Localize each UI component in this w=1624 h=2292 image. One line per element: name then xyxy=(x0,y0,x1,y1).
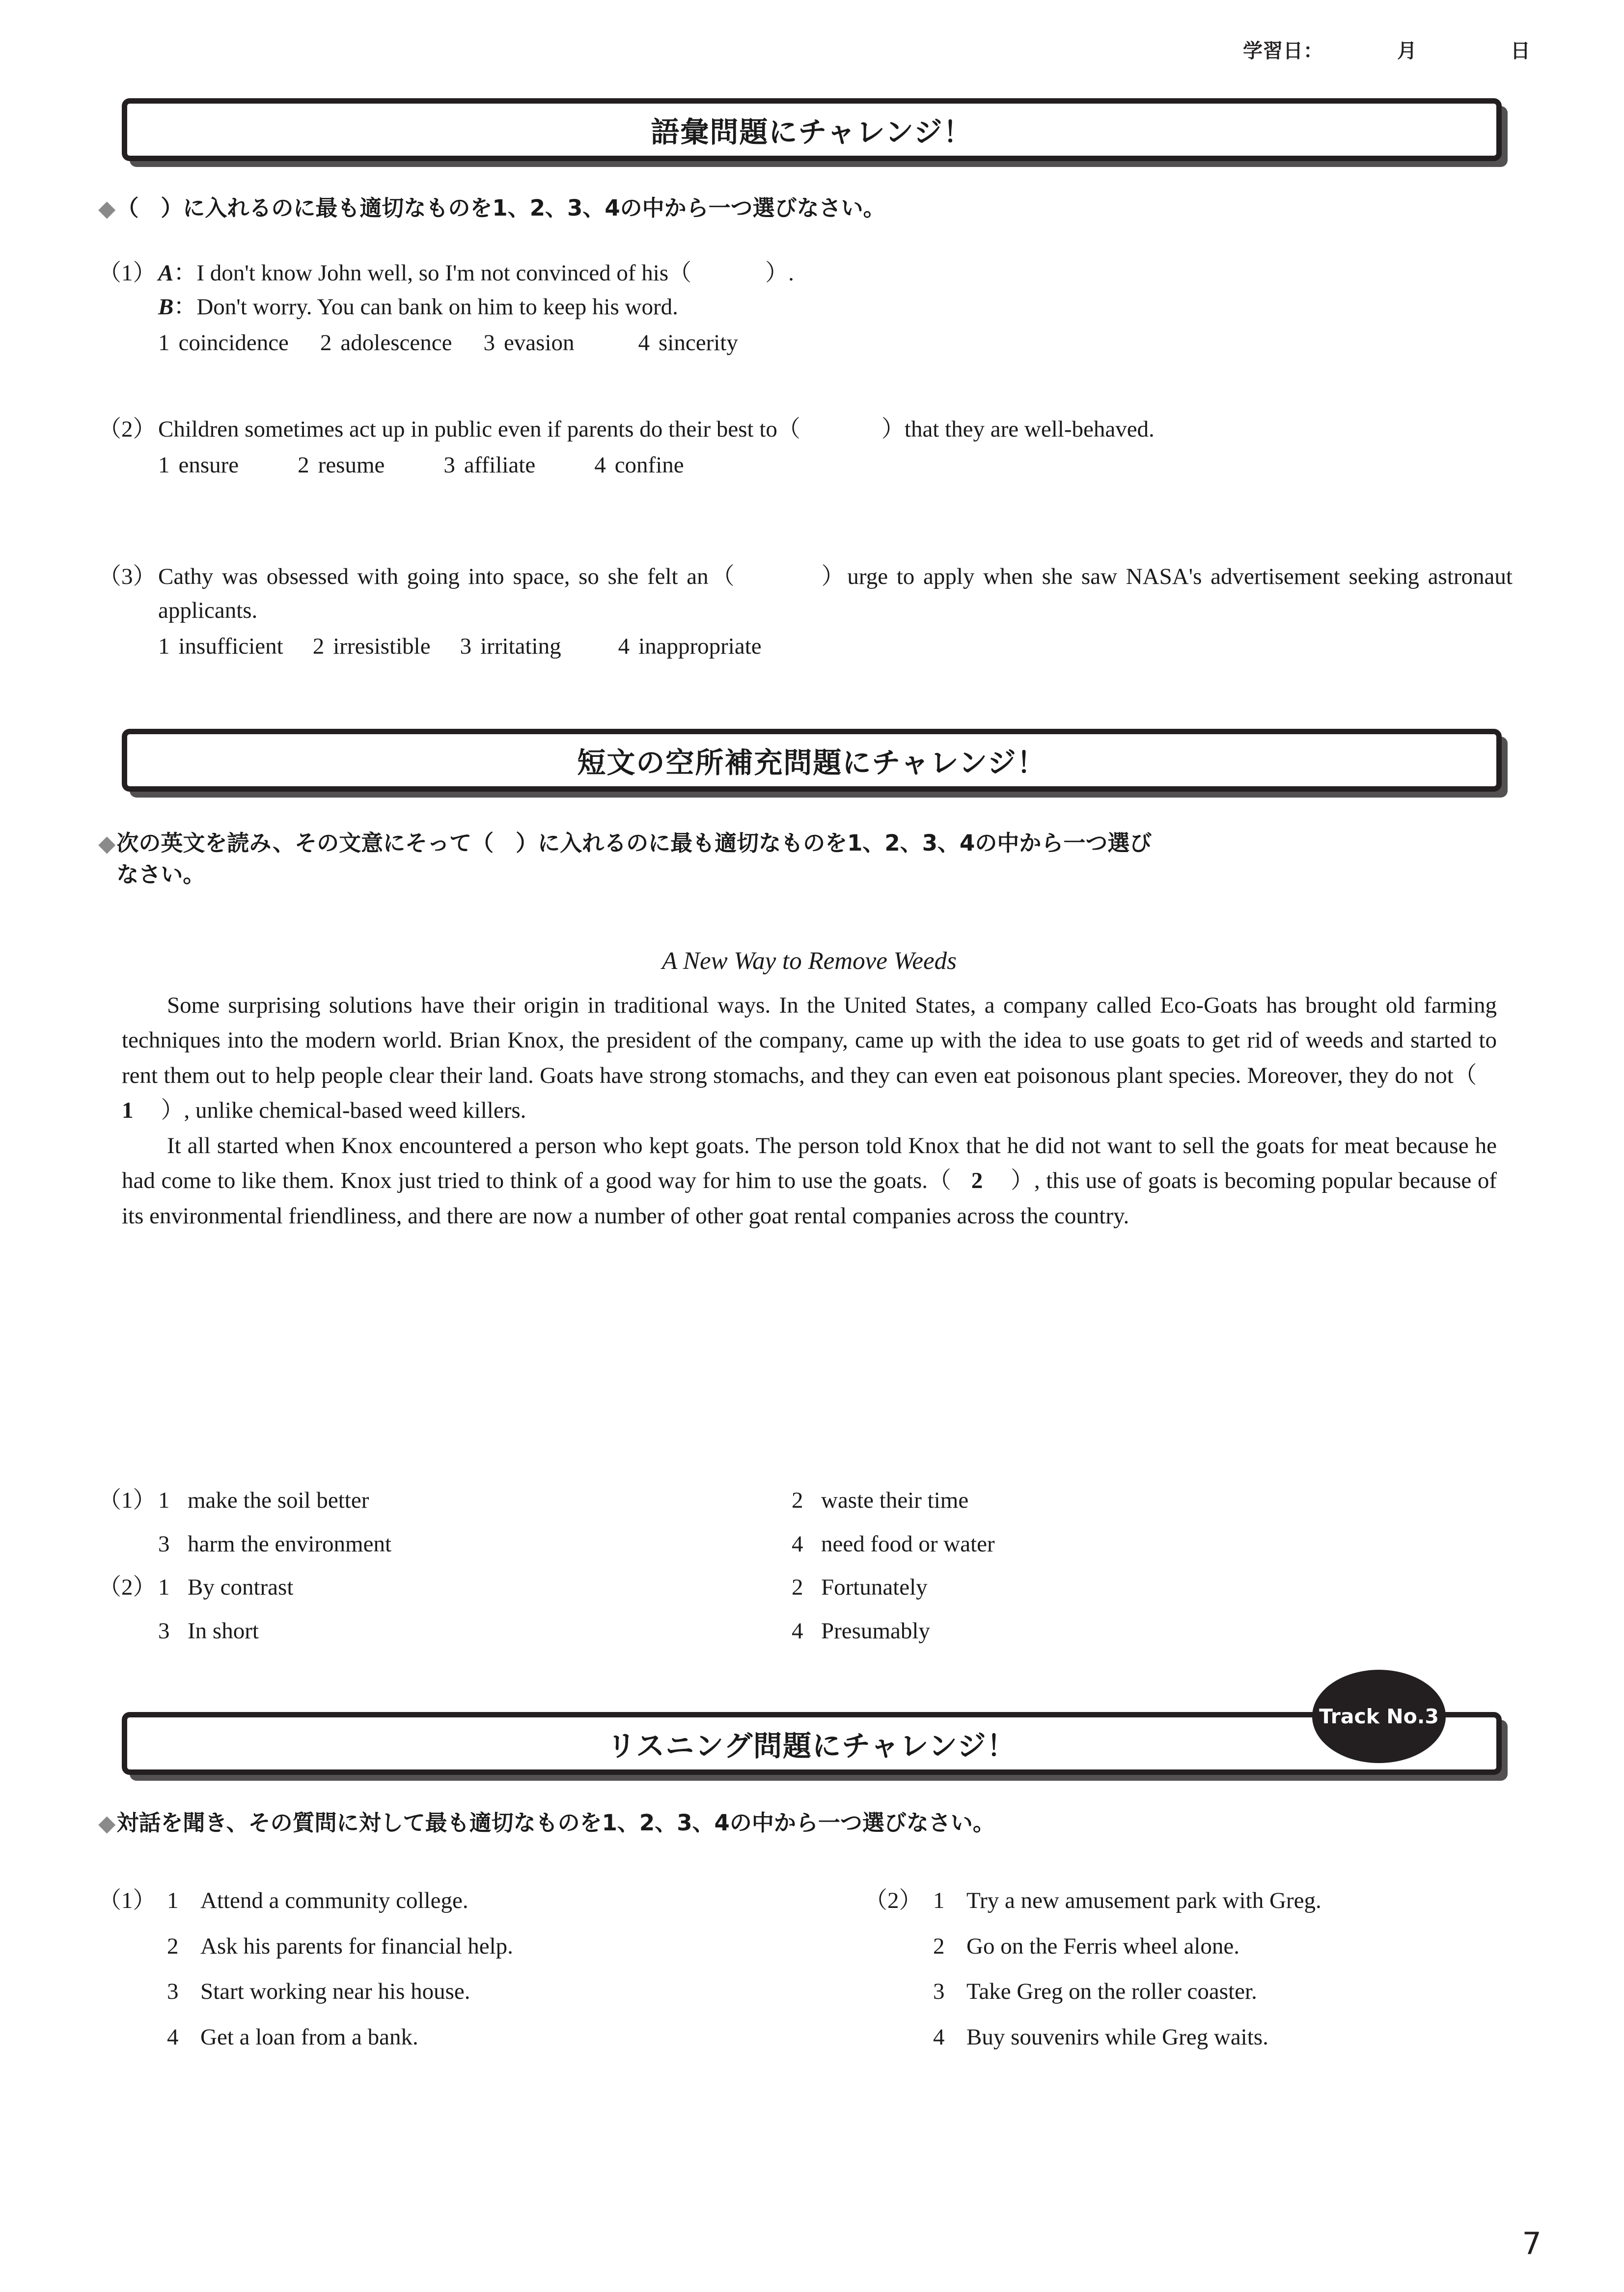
answer-question-number: （2） xyxy=(98,1574,156,1600)
numbered-blank-1: 1 xyxy=(122,1098,134,1124)
choice-option[interactable] xyxy=(933,1883,1522,1918)
choice-text: confine xyxy=(614,452,684,478)
choice-text: resume xyxy=(318,452,385,478)
choice-index: 1 xyxy=(933,1888,945,1913)
choice-option[interactable] xyxy=(933,2020,1522,2055)
choice-text: make the soil better xyxy=(188,1488,369,1513)
vocab-question-2 xyxy=(98,413,1513,482)
choice-text: affiliate xyxy=(464,452,536,478)
section-listening xyxy=(122,1712,1502,1775)
choice-text: Buy souvenirs while Greg waits. xyxy=(966,2024,1268,2050)
choice-index: 2 xyxy=(312,634,325,660)
answer-question-number: （1） xyxy=(98,1888,156,1913)
dialogue-line-a xyxy=(158,256,1513,290)
diamond-bullet-icon: ◆ xyxy=(98,1810,116,1836)
answer-row xyxy=(98,1483,1513,1518)
choice-option[interactable] xyxy=(933,1974,1522,2009)
choice-option[interactable] xyxy=(167,1974,864,2009)
vocabulary-instruction xyxy=(98,193,1513,224)
choice-index: 2 xyxy=(167,1933,179,1959)
question-sentence xyxy=(158,560,1513,628)
track-number-text: Track No.3 xyxy=(1319,1705,1439,1728)
answer-row xyxy=(98,1570,1513,1605)
question-number: （3） xyxy=(98,564,156,589)
choice-index: 3 xyxy=(167,1979,179,2004)
choice-index: 2 xyxy=(792,1488,803,1513)
cloze-banner-title: 短文の空所補充問題にチャレンジ！ xyxy=(577,746,1046,779)
listening-banner-title: リスニング問題にチャレンジ！ xyxy=(607,1729,1017,1763)
choice-index: 4 xyxy=(618,634,630,660)
choice-option[interactable] xyxy=(158,1527,792,1562)
numbered-blank-2: 2 xyxy=(971,1168,983,1194)
choice-option[interactable] xyxy=(158,448,239,482)
section-vocabulary xyxy=(122,98,1502,161)
cloze-banner xyxy=(122,729,1502,792)
choice-index: 1 xyxy=(158,634,170,660)
choice-option[interactable] xyxy=(792,1527,1513,1562)
choice-list xyxy=(158,630,1513,663)
choice-index: 2 xyxy=(320,330,332,356)
listening-answer-grid xyxy=(98,1883,1522,2054)
choice-index: 3 xyxy=(460,634,472,660)
choice-index: 4 xyxy=(933,2024,945,2050)
choice-index: 4 xyxy=(792,1618,803,1644)
vocab-question-1 xyxy=(98,256,1513,360)
choice-text: coincidence xyxy=(178,330,289,356)
choice-index: 3 xyxy=(158,1618,170,1644)
choice-text: Take Greg on the roller coaster. xyxy=(966,1979,1257,2004)
choice-text: sincerity xyxy=(659,330,738,356)
choice-index: 4 xyxy=(167,2024,179,2050)
choice-text: By contrast xyxy=(188,1574,294,1600)
choice-index: 2 xyxy=(792,1574,803,1600)
cloze-banner-box xyxy=(122,729,1502,792)
vocabulary-banner-title: 語彙問題にチャレンジ！ xyxy=(651,115,973,149)
dialogue-line-a-post: ）. xyxy=(765,260,794,286)
choice-option[interactable] xyxy=(158,1614,792,1649)
answer-row xyxy=(98,1883,1522,1918)
cloze-instruction xyxy=(98,828,1517,890)
choice-index: 3 xyxy=(443,452,455,478)
diamond-bullet-icon: ◆ xyxy=(98,195,116,221)
choice-text: irresistible xyxy=(333,634,431,660)
choice-option[interactable] xyxy=(483,326,574,360)
answer-question-number: （1） xyxy=(98,1488,156,1513)
paragraph-2-text-b: ）, this use of goats is becoming popular because of its environmental friendliness, and there are now a number of other goat rental companies across the country. xyxy=(122,1168,1497,1229)
question-number: （2） xyxy=(98,416,156,442)
choice-index: 2 xyxy=(298,452,309,478)
paragraph-1-text-b: ）, unlike chemical-based weed killers. xyxy=(161,1098,526,1124)
dialogue-line-b-text: ：Don't worry. You can bank on him to keep his word. xyxy=(173,294,678,320)
choice-option[interactable] xyxy=(933,1929,1522,1964)
cloze-instruction-text: 次の英文を読み、その文意にそって（ ）に入れるのに最も適切なものを1、2、3、4の中から一つ選び xyxy=(116,830,1152,856)
choice-index: 1 xyxy=(158,452,170,478)
question-sentence-post: ）that they are well-behaved. xyxy=(881,416,1155,442)
study-date-header xyxy=(1243,35,1531,63)
vocabulary-banner-box xyxy=(122,98,1502,161)
choice-option[interactable] xyxy=(792,1614,1513,1649)
answer-row xyxy=(98,1929,1522,1964)
choice-text: Fortunately xyxy=(821,1574,928,1600)
passage-title: A New Way to Remove Weeds xyxy=(661,947,957,975)
choice-text: Get a loan from a bank. xyxy=(200,2024,418,2050)
choice-option[interactable] xyxy=(167,2020,864,2055)
choice-option[interactable] xyxy=(443,448,535,482)
choice-option[interactable] xyxy=(298,448,385,482)
question-sentence-post: ）urge to apply when she saw NASA's advertisement seeking astronaut applicants. xyxy=(158,564,1513,624)
reading-passage xyxy=(122,947,1497,1234)
day-label: 日 xyxy=(1511,40,1531,62)
section-cloze xyxy=(122,729,1502,792)
choice-option[interactable] xyxy=(313,630,431,663)
choice-option[interactable] xyxy=(158,1570,792,1605)
choice-option[interactable] xyxy=(460,630,561,663)
choice-text: harm the environment xyxy=(188,1531,392,1557)
choice-option[interactable] xyxy=(158,1483,792,1518)
choice-option[interactable] xyxy=(158,326,289,360)
choice-index: 1 xyxy=(158,1574,170,1600)
choice-option[interactable] xyxy=(594,448,684,482)
choice-text: Ask his parents for financial help. xyxy=(200,1933,513,1959)
choice-option[interactable] xyxy=(638,326,738,360)
choice-text: need food or water xyxy=(821,1531,995,1557)
study-date-label: 学習日： xyxy=(1243,40,1323,62)
choice-text: In short xyxy=(188,1618,259,1644)
choice-text: ensure xyxy=(178,452,239,478)
choice-index: 4 xyxy=(638,330,650,356)
cloze-instruction-text-line2: なさい。 xyxy=(116,861,205,887)
choice-text: Go on the Ferris wheel alone. xyxy=(966,1933,1240,1959)
choice-text: insufficient xyxy=(178,634,283,660)
choice-index: 2 xyxy=(933,1933,945,1959)
choice-option[interactable] xyxy=(792,1570,1513,1605)
dialogue-line-b xyxy=(158,290,1513,324)
answer-row xyxy=(98,1974,1522,2009)
cloze-answer-grid xyxy=(98,1483,1513,1648)
dialogue-line-a-pre: ：I don't know John well, so I'm not convinced of his（ xyxy=(173,260,692,286)
choice-index: 3 xyxy=(483,330,495,356)
listening-instruction-text: 対話を聞き、その質問に対して最も適切なものを1、2、3、4の中から一つ選びなさい。 xyxy=(116,1810,995,1836)
choice-option[interactable] xyxy=(167,1929,864,1964)
choice-text: Attend a community college. xyxy=(200,1888,468,1913)
track-number-badge xyxy=(1312,1670,1446,1763)
speaker-b-label: B xyxy=(158,294,174,320)
question-sentence xyxy=(158,413,1513,446)
listening-instruction xyxy=(98,1807,1517,1839)
question-sentence-pre: Children sometimes act up in public even if parents do their best to（ xyxy=(158,416,800,442)
choice-text: Try a new amusement park with Greg. xyxy=(966,1888,1321,1913)
passage-paragraph-2 xyxy=(122,1129,1497,1234)
choice-option[interactable] xyxy=(167,1883,864,1918)
choice-list xyxy=(158,448,1513,482)
choice-option[interactable] xyxy=(618,630,762,663)
speaker-a-label: A xyxy=(158,260,174,286)
question-sentence-pre: Cathy was obsessed with going into space, so she felt an（ xyxy=(158,564,738,589)
choice-list xyxy=(158,326,1513,360)
answer-row xyxy=(98,2020,1522,2055)
choice-text: evasion xyxy=(503,330,575,356)
answer-row xyxy=(98,1614,1513,1649)
choice-index: 4 xyxy=(792,1531,803,1557)
listening-banner-box xyxy=(122,1712,1502,1775)
choice-option[interactable] xyxy=(158,630,283,663)
question-number: （1） xyxy=(98,260,156,286)
answer-row xyxy=(98,1527,1513,1562)
choice-text: Presumably xyxy=(821,1618,930,1644)
choice-text: inappropriate xyxy=(638,634,762,660)
choice-text: irritating xyxy=(480,634,561,660)
choice-index: 1 xyxy=(158,330,170,356)
diamond-bullet-icon: ◆ xyxy=(98,830,116,856)
choice-option[interactable] xyxy=(792,1483,1513,1518)
choice-text: adolescence xyxy=(340,330,452,356)
month-label: 月 xyxy=(1397,40,1417,62)
vocabulary-banner xyxy=(122,98,1502,161)
vocabulary-instruction-text: （ ）に入れるのに最も適切なものを1、2、3、4の中から一つ選びなさい。 xyxy=(116,195,885,221)
page-number: 7 xyxy=(1522,2226,1541,2262)
answer-question-number: （2） xyxy=(864,1888,922,1913)
choice-index: 3 xyxy=(158,1531,170,1557)
choice-text: waste their time xyxy=(821,1488,969,1513)
choice-index: 1 xyxy=(167,1888,179,1913)
paragraph-2-text-a: It all started when Knox encountered a person who kept goats. The person told Knox that he did not want to sell the goats for meat because he had come to like them. Knox just tried to think of a good way for him to use the goats.（ xyxy=(122,1132,1497,1194)
choice-index: 4 xyxy=(594,452,606,478)
choice-text: Start working near his house. xyxy=(200,1979,470,2004)
vocab-question-3 xyxy=(98,560,1513,663)
listening-banner xyxy=(122,1712,1502,1775)
cloze-instruction-wrap xyxy=(116,828,1152,890)
passage-paragraph-1 xyxy=(122,988,1497,1129)
choice-option[interactable] xyxy=(320,326,452,360)
choice-index: 1 xyxy=(158,1488,170,1513)
choice-index: 3 xyxy=(933,1979,945,2004)
paragraph-1-text-a: Some surprising solutions have their origin in traditional ways. In the United States, a company called Eco-Goats has brought old farming techniques into the modern world. Brian Knox, the president of the company, came up with the idea to use goats to get rid of weeds and started to rent them out to help people clear their land. Goats have strong stomachs, and they can even eat poisonous plant species. Moreover, they do not（ xyxy=(122,993,1497,1088)
